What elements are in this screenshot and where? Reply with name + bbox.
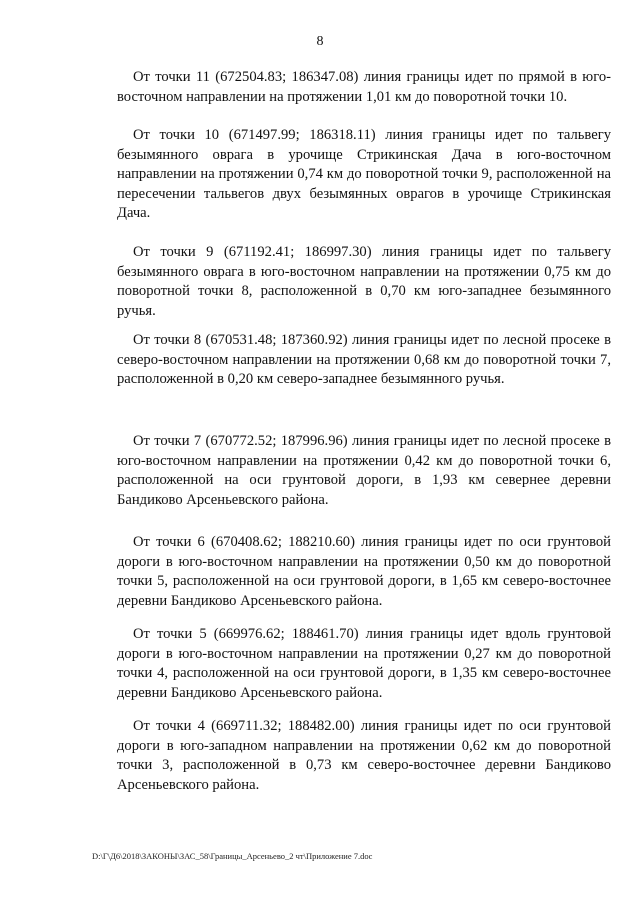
footer-file-path: D:\Г\Д6\2018\ЗАКОНЫ\ЗАС_58\Границы_Арсеньево_2 чт\Приложение 7.doc [92, 851, 373, 861]
boundary-paragraph-point-11: От точки 11 (672504.83; 186347.08) линия границы идет по прямой в юго-восточном направлении на протяжении 1,01 км до поворотной точки 10. [117, 69, 611, 105]
boundary-paragraph-point-7: От точки 7 (670772.52; 187996.96) линия границы идет по лесной просеке в юго-восточном направлении на протяжении 0,42 км до поворотной точки 6, расположенной на оси грунтовой дороги, в 1,93 км севернее деревни Бандиково Арсеньевского района. [117, 433, 611, 508]
boundary-paragraph-point-10: От точки 10 (671497.99; 186318.11) линия границы идет по тальвегу безымянного оврага в урочище Стрикинская Дача в юго-восточном направлении на протяжении 0,74 км до поворотной точки 9, расположенной на пересечении тальвегов двух безымянных оврагов в урочище Стрикинская Дача. [117, 127, 611, 221]
boundary-paragraph-point-6: От точки 6 (670408.62; 188210.60) линия границы идет по оси грунтовой дороги в юго-восточном направлении на протяжении 0,50 км до поворотной точки 5, расположенной на оси грунтовой дороги, в 1,65 км северо-восточнее деревни Бандиково Арсеньевского района. [117, 534, 611, 609]
page-number: 8 [316, 34, 324, 49]
boundary-paragraph-point-5: От точки 5 (669976.62; 188461.70) линия границы идет вдоль грунтовой дороги в юго-восточном направлении на протяжении 0,27 км до поворотной точки 4, расположенной на оси грунтовой дороги, в 1,35 км северо-восточнее деревни Бандиково Арсеньевского района. [117, 626, 611, 701]
boundary-paragraph-point-4: От точки 4 (669711.32; 188482.00) линия границы идет по оси грунтовой дороги в юго-западном направлении на протяжении 0,62 км до поворотной точки 3, расположенной в 0,73 км северо-восточнее деревни Бандиково Арсеньевского района. [117, 718, 611, 793]
boundary-paragraph-point-8: От точки 8 (670531.48; 187360.92) линия границы идет по лесной просеке в северо-восточном направлении на протяжении 0,68 км до поворотной точки 7, расположенной в 0,20 км северо-западнее безымянного ручья. [117, 332, 611, 387]
boundary-paragraph-point-9: От точки 9 (671192.41; 186997.30) линия границы идет по тальвегу безымянного оврага в юго-восточном направлении на протяжении 0,75 км до поворотной точки 8, расположенной в 0,70 км юго-западнее безымянного ручья. [117, 244, 611, 319]
